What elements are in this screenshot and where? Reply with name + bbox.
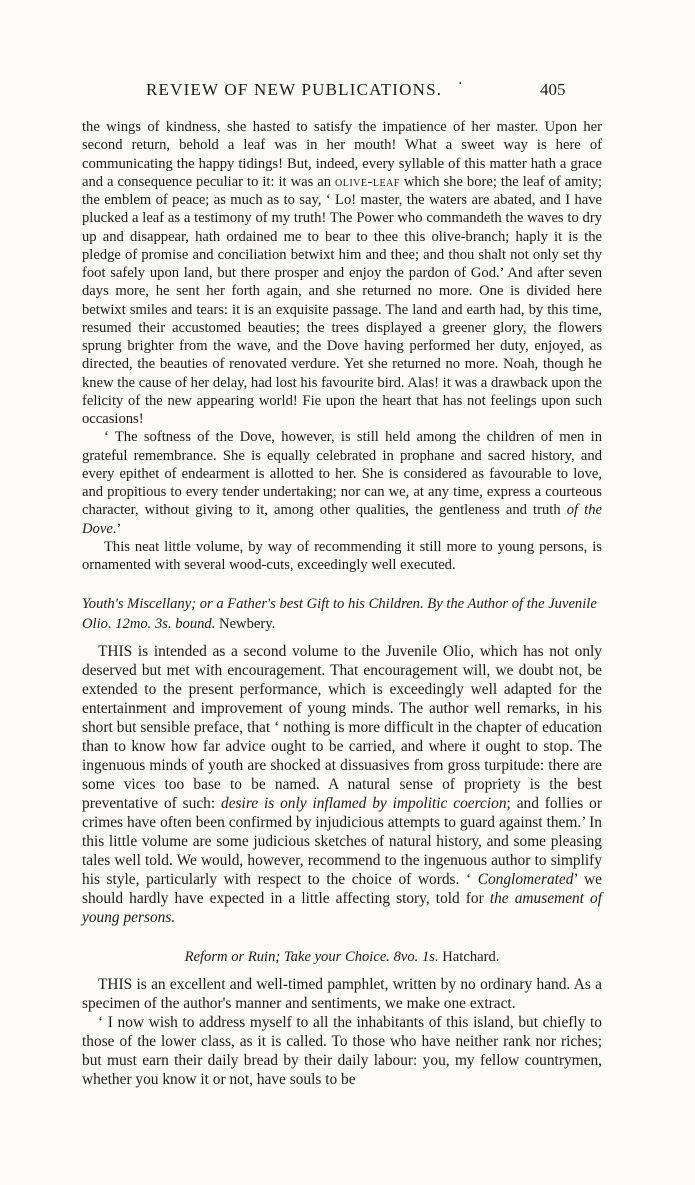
running-head — [0, 76, 695, 104]
review-paragraph: ‘ I now wish to address myself to all the inhabitants of this island, but chiefly to those of the lower class, as it is called. To those who have neither rank nor riches; but must earn their daily bread by their daily labour: you, my fellow countrymen, whether you know it or not, have souls to be — [82, 1014, 602, 1089]
page-number: 405 — [540, 80, 566, 99]
olive-leaf-term: olive-leaf — [335, 173, 400, 190]
paragraph-text: THIS is intended as a second volume to the Juvenile Olio, which has not only deserved but met with encouragement. That encouragement will, we doubt not, be extended to the present performance, which is exceedingly well adapted for the entertainment and improvement of young minds. The author well remarks, in his short but sensible preface, that ‘ nothing is more difficult in the chapter of education than to know how far advice ought to be carried, and where it ought to stop. The ingenuous minds of youth are shocked at dissuasives from gross turpitude: there are some vices too base to be named. A natural sense of propriety is the best preventative of such: — [82, 643, 602, 813]
review-title: Reform or Ruin; Take your Choice. 8vo. 1s. — [184, 949, 439, 966]
italic-word: Conglomerated — [477, 871, 574, 889]
review-body-youths-miscellany — [82, 642, 602, 927]
paragraph-text: which she bore; the leaf of amity; the emblem of peace; as much as to say, ‘ Lo! master, the waters are abated, and I have plucked a leaf as a testimony of my truth! The Power who commandeth the waves to dry up and disappear, hath ordained me to bear to thee this olive-branch; haply it is the pledge of promise and conciliation betwixt him and thee; and thou shalt not only set thy foot safely upon land, but there prosper and enjoy the pardon of God.’ And after seven days more, he sent her forth again, and she returned no more. One is divided here betwixt smiles and tears: it is an exquisite passage. The land and earth had, by this time, resumed their accustomed beauties; the trees displayed a greener glory, the flowers sprung brighter from the wave, and the Dove having performed her duty, enjoyed, as directed, the beauties of renovated verdure. Yet she returned no more. Noah, though he knew the cause of her delay, had lost his favourite bird. Alas! it was a drawback upon the felicity of the new appearing world! Fie upon the heart that has not feelings upon such occasions! — [82, 173, 602, 427]
review-body-reform-or-ruin — [82, 975, 602, 1089]
paragraph-text: the wings of kindness, she hasted to satisfy the impatience of her master. Upon her second return, behold a leaf was in her mouth! What a sweet way is here of communicating the happy tidings! But, indeed, every syllable of this matter hath a grace and a consequence peculiar to it: it was an — [82, 119, 602, 190]
review-title: Youth's Miscellany; or a Father's best Gift to his Children. By the Author of the Juvenile Olio. 12mo. 3s. bound. — [82, 596, 597, 633]
italic-phrase: desire is only inflamed by impolitic coercion — [221, 795, 507, 813]
paragraph-text: ’ we should hardly have expected in a little affecting story, told for — [82, 871, 602, 908]
article-paragraph-2 — [82, 428, 602, 538]
review-paragraph — [82, 642, 602, 927]
running-title: REVIEW OF NEW PUBLICATIONS. — [146, 80, 443, 99]
running-head-dot: · — [458, 76, 463, 92]
article-paragraph-3: This neat little volume, by way of recommending it still more to young persons, is ornamented with several wood-cuts, exceedingly well executed. — [82, 538, 602, 573]
paragraph-end: .’ — [112, 520, 122, 537]
paragraph-text: ‘ The softness of the Dove, however, is still held among the children of men in grateful remembrance. She is equally celebrated in prophane and sacred history, and every epithet of endearment is allotted to her. She is considered as favourable to love, and propitious to every tender undertaking; nor can we, at any time, express a courteous character, without giving to it, among other qualities, the gentleness and truth — [82, 429, 602, 519]
paragraph-text: ; and follies or crimes have often been confirmed by injudicious attempts to guard against them.’ In this little volume are some judicious sketches of natural history, and some pleasing tales well told. We would, however, recommend to the ingenuous author to simplify his style, particularly with respect to the choice of words. ‘ — [82, 795, 602, 889]
italic-phrase: of the Dove — [82, 502, 602, 537]
italic-phrase: the amusement of young persons. — [82, 890, 602, 927]
page-body — [82, 118, 602, 1089]
review-heading-youths-miscellany — [82, 594, 602, 634]
review-paragraph: THIS is an excellent and well-timed pamphlet, written by no ordinary hand. As a specimen of the author's manner and sentiments, we make one extract. — [82, 976, 602, 1013]
article-paragraph-1 — [82, 118, 602, 428]
review-publisher: Hatchard. — [442, 949, 500, 966]
review-publisher: Newbery. — [219, 616, 276, 633]
review-heading-reform-or-ruin — [82, 947, 602, 967]
